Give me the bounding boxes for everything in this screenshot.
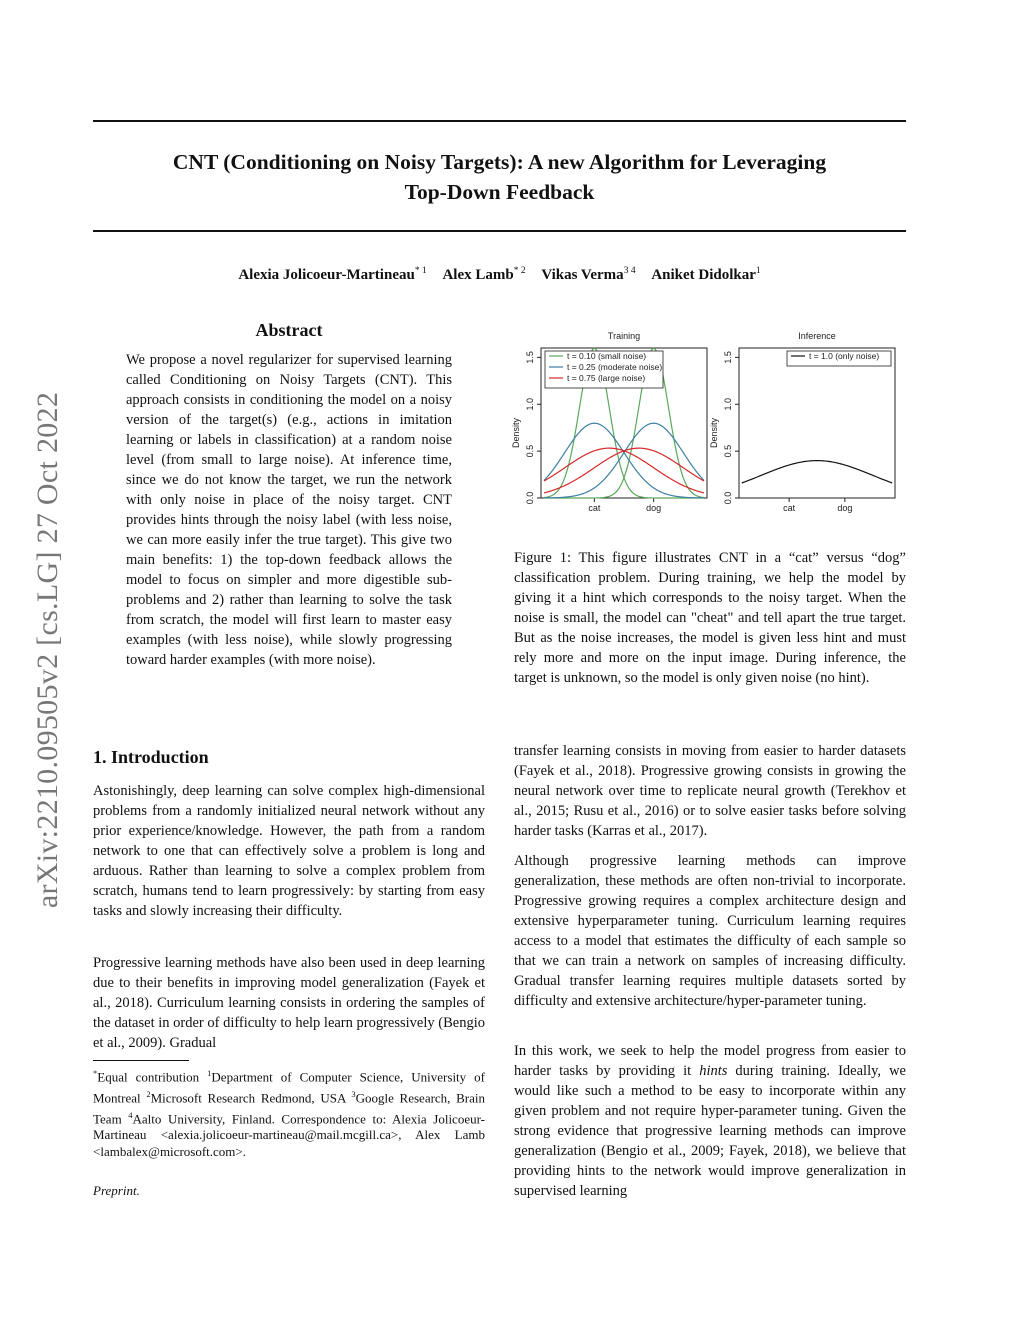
intro-paragraph-3: transfer learning consists in moving from easier to harder datasets (Fayek et al., 2018). Progressive growing consists in growing the neural network over time to replicate neural growth (Terekhov et al., 2015; Rusu et al., 2016) or to solve easier tasks before solving harder tasks (Karras et al., 2017).: [514, 743, 906, 839]
figure-1: [508, 326, 906, 526]
x-tick-label: dog: [837, 503, 853, 513]
abstract-text: We propose a novel regularizer for supervised learning called Conditioning on Noisy Targets (CNT). This approach consists in conditioning the model on a noisy version of the target(s) (e.g., actions in imitation learning or labels in classification) at a random noise level (from small to large noise). At inference time, since we do not know the target, we run the network with only noise in place of the noisy target. CNT provides hints through the noisy label (with less noise, we can more easily infer the true target). This give two main benefits: 1) the top-down feedback allows the model to focus on simpler and more digestible sub-problems and 2) rather than learning to solve the task from scratch, the model will first learn to master easy examples (with less noise), while slowly progressing toward harder examples (with more noise).: [126, 352, 452, 668]
density-curve: [742, 461, 892, 483]
title-top-rule: [93, 120, 906, 122]
chart-title: Training: [607, 331, 641, 341]
density-curve: [544, 423, 704, 498]
title-bottom-rule: [93, 230, 906, 232]
arxiv-identifier: arXiv:2210.09505v2 [cs.LG] 27 Oct 2022: [31, 391, 64, 909]
density-curve: [544, 448, 704, 493]
y-tick-label: 0.0: [723, 491, 733, 505]
y-tick-label: 1.0: [723, 397, 733, 411]
legend-entry: t = 0.75 (large noise): [567, 373, 646, 383]
author: Vikas Verma$^{3 4}$: [541, 266, 636, 283]
x-tick-label: dog: [646, 503, 662, 513]
author: Alexia Jolicoeur-Martineau$^{* 1}$: [238, 266, 427, 283]
figure-1-plots: [508, 326, 906, 526]
y-tick-label: 1.0: [525, 397, 535, 411]
intro-paragraph-1: Astonishingly, deep learning can solve complex high-dimensional problems from a randomly initialized neural network without any prior experience/knowledge. However, the path from a random network to one that can effectively solve a problem is long and arduous. Rather than learning to solve a complex problem from scratch, humans tend to learn progressively: by starting from easy tasks and slowly increasing their difficulty.: [93, 783, 485, 919]
intro-paragraph-2: Progressive learning methods have also been used in deep learning due to their benefits in improving model generalization (Fayek et al., 2018). Curriculum learning consists in ordering the samples of the dataset in order of difficulty to help learn progressively (Bengio et al., 2009). Gradual: [93, 955, 485, 1051]
author: Aniket Didolkar$^1$: [651, 266, 761, 283]
y-tick-label: 1.5: [723, 351, 733, 364]
title-line-2: Top-Down Feedback: [404, 180, 595, 204]
x-tick-label: cat: [783, 503, 796, 513]
y-axis-label: Density: [511, 417, 521, 449]
intro-paragraph-4: Although progressive learning methods can improve generalization, these methods are often non-trivial to incorporate. Progressive growing requires a complex architecture design and extensive hyperparameter tuning. Curriculum learning requires access to a model that estimates the difficulty of each sample so that we can train a network on samples of increasing difficulty. Gradual transfer learning requires multiple datasets sorted by difficulty and extensive architecture/hyper-parameter tuning.: [514, 853, 906, 1009]
y-tick-label: 0.5: [723, 444, 733, 458]
density-curve: [544, 448, 704, 493]
author-list: [93, 266, 906, 284]
y-tick-label: 0.0: [525, 491, 535, 505]
y-axis-label: Density: [709, 417, 719, 449]
title-line-1: CNT (Conditioning on Noisy Targets): A new Algorithm for Leveraging: [172, 150, 827, 174]
section-heading-introduction: 1. Introduction: [93, 747, 209, 767]
legend-entry: t = 0.10 (small noise): [567, 351, 647, 361]
author: Alex Lamb$^{* 2}$: [442, 266, 526, 283]
chart-title: Inference: [798, 331, 836, 341]
legend-entry: t = 0.25 (moderate noise): [567, 362, 663, 372]
abstract-heading: Abstract: [255, 320, 323, 340]
preprint-note: Preprint.: [93, 1183, 140, 1198]
paper-title: [93, 147, 906, 207]
figure-caption: Figure 1: This figure illustrates CNT in a “cat” versus “dog” classification problem. During training, we help the model by giving it a hint which corresponds to the noisy target. When the noise is small, the model can "cheat" and tell apart the true target. But as the noise increases, the model is given less hint and must rely more and more on the input image. During inference, the target is unknown, so the model is only given noise (no hint).: [514, 550, 906, 686]
legend-entry: t = 1.0 (only noise): [809, 351, 880, 361]
y-tick-label: 1.5: [525, 351, 535, 364]
footnote: *Equal contribution $^1$Department of Computer Science, University of Montreal $^2$Microsoft Research Redmond, USA $^3$Google Research, Brain Team $^4$Aalto University, Finland. Correspondence to: Alexia Jolicoeur-Martineau <alexia.jolicoeur-martineau@mail.mcgill.ca>, Alex Lamb <lambalex@microsoft.com>.: [93, 1068, 486, 1159]
footnote-rule: [93, 1060, 189, 1061]
y-tick-label: 0.5: [525, 444, 535, 458]
density-curve: [544, 423, 704, 498]
intro-paragraph-5: In this work, we seek to help the model progress from easier to harder tasks by providing it hints during training. Ideally, we would like such a method to be easy to incorporate within any given problem and not require hyper-parameter tuning. Given the strong evidence that progressive learning methods can improve generalization (Bengio et al., 2009; Fayek, 2018), we believe that providing hints to the network would improve generalization in supervised learning: [514, 1043, 906, 1199]
x-tick-label: cat: [588, 503, 601, 513]
